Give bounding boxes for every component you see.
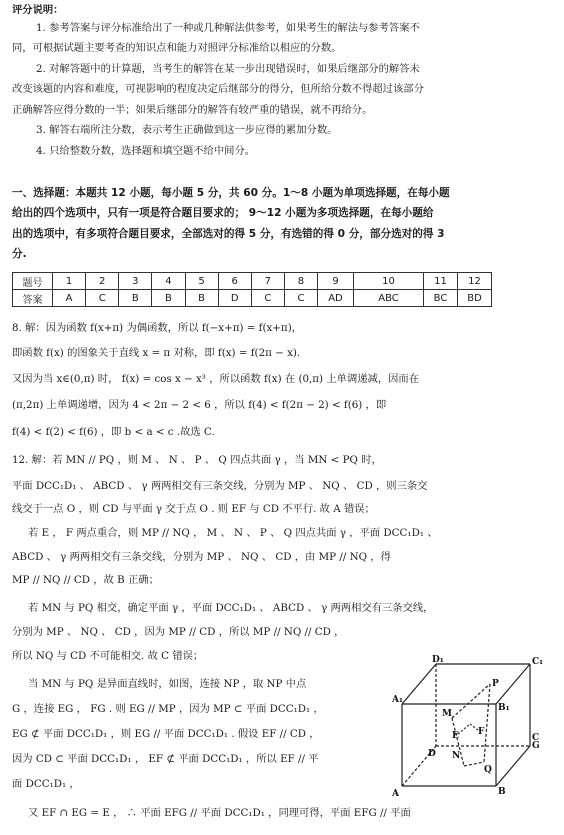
q12-line-10: 当 MN 与 PQ 是异面直线时，如图，连接 NP ，取 NP 中点: [28, 678, 307, 690]
note-line-6: 3. 解答右端所注分数，表示考生正确做到这一步应得的累加分数。: [36, 124, 338, 136]
note-line-2: 同，可根据试题主要考查的知识点和能力对照评分标准给以相应的分数。: [12, 42, 342, 54]
q12-line-12: EG ⊄ 平面 DCC₁D₁ ，则 EG // 平面 DCC₁D₁ . 假设 EF // CD ，: [12, 728, 320, 740]
q8-line-4: (π,2π) 上单调递增，因为 4 < 2π − 2 < 6 ，所以 f(4) < f(2π − 2) < f(6) ，即: [12, 399, 387, 411]
table-row: [13, 290, 492, 307]
label-M: M: [442, 709, 452, 719]
label-D: D: [428, 749, 436, 759]
label-D1: D₁: [432, 655, 444, 665]
q12-line-1: 12. 解：若 MN // PQ ，则 M 、 N 、 P 、 Q 四点共面 γ ，当 MN < PQ 时，: [12, 454, 382, 466]
scoring-notes-title: 评分说明：: [12, 4, 64, 16]
label-N: N: [452, 751, 461, 761]
question-number-cell: 11: [424, 273, 458, 290]
q12-line-8: 分别为 MP 、 NQ 、 CD ，因为 MP // CD ，所以 MP // NQ // CD ，: [12, 626, 345, 638]
answer-cell: A: [53, 290, 86, 307]
table-header-cell: 题号: [13, 273, 53, 290]
note-line-1: 1. 参考答案与评分标准给出了一种或几种解法供参考，如果考生的解法与参考答案不: [36, 22, 420, 34]
label-B1: B₁: [498, 703, 510, 713]
answer-cell: C: [251, 290, 284, 307]
label-Q: Q: [484, 765, 492, 775]
question-number-cell: 3: [119, 273, 152, 290]
q12-line-6: MP // NQ // CD ，故 B 正确；: [12, 574, 159, 586]
answer-cell: B: [152, 290, 185, 307]
q12-line-14: 面 DCC₁D₁ ，: [12, 778, 80, 790]
question-number-cell: 9: [318, 273, 354, 290]
label-A1: A₁: [392, 695, 403, 705]
question-number-cell: 7: [251, 273, 284, 290]
label-A: A: [392, 789, 399, 799]
question-number-cell: 10: [354, 273, 424, 290]
q8-line-1: 8. 解：因为函数 f(x+π) 为偶函数，所以 f(−x+π) = f(x+π)，: [12, 322, 303, 334]
q12-line-15: 又 EF ∩ EG = E ， ∴ 平面 EFG // 平面 DCC₁D₁ ，同理可得，平面 EFG // 平面: [28, 807, 411, 819]
q8-line-3: 又因为当 x∈(0,π) 时， f(x) = cos x − x³ ，所以函数 f(x) 在 (0,π) 上单调递减，因而在: [12, 373, 420, 385]
section1-line-4: 分.: [12, 248, 27, 260]
table-row: [13, 273, 492, 290]
section1-line-1: 一、选择题：本题共 12 小题，每小题 5 分，共 60 分。1～8 小题为单项选择题，在每小题: [12, 187, 450, 199]
question-number-cell: 12: [458, 273, 492, 290]
answer-cell: BD: [458, 290, 492, 307]
question-number-cell: 5: [185, 273, 218, 290]
answer-cell: D: [218, 290, 251, 307]
q12-line-3: 线交于一点 O ，则 CD 与平面 γ 交于点 O . 则 EF 与 CD 不平行. 故 A 错误；: [12, 503, 375, 515]
answer-cell: C: [86, 290, 119, 307]
note-line-5: 正确解答应得分数的一半；如果后继部分的解答有较严重的错误，就不再给分。: [12, 104, 373, 116]
answer-cell: B: [185, 290, 218, 307]
label-P: P: [492, 679, 499, 689]
section1-line-2: 给出的四个选项中，只有一项是符合题目要求的； 9～12 小题为多项选择题，在每小题给: [12, 207, 434, 219]
q8-line-2: 即函数 f(x) 的图象关于直线 x = π 对称，即 f(x) = f(2π − x).: [12, 347, 301, 359]
table-header-cell: 答案: [13, 290, 53, 307]
q12-line-11: G ，连接 EG ， FG . 则 EG // MP ，因为 MP ⊂ 平面 DCC₁D₁ ，: [12, 703, 324, 715]
note-line-7: 4. 只给整数分数，选择题和填空题不给中间分。: [36, 145, 256, 157]
answer-cell: ABC: [354, 290, 424, 307]
question-number-cell: 6: [218, 273, 251, 290]
q8-line-5: f(4) < f(2) < f(6) ，即 b < a < c .故选 C.: [12, 426, 215, 438]
label-E: E: [452, 731, 459, 741]
label-C: C: [532, 733, 540, 743]
label-G: G: [532, 741, 540, 751]
q12-line-2: 平面 DCC₁D₁ 、 ABCD 、 γ 两两相交有三条交线，分别为 MP 、 NQ 、 CD ，则三条交: [12, 480, 428, 492]
question-number-cell: 8: [284, 273, 317, 290]
label-F: F: [478, 727, 485, 737]
answer-cell: AD: [318, 290, 354, 307]
note-line-3: 2. 对解答题中的计算题，当考生的解答在某一步出现错误时，如果后继部分的解答未: [36, 63, 420, 75]
q12-line-9: 所以 NQ 与 CD 不可能相交. 故 C 错误；: [12, 650, 204, 662]
answer-cell: BC: [424, 290, 458, 307]
question-number-cell: 1: [53, 273, 86, 290]
question-number-cell: 2: [86, 273, 119, 290]
answer-cell: C: [284, 290, 317, 307]
answer-table: [12, 272, 492, 307]
q12-line-5: ABCD 、 γ 两两相交有三条交线，分别为 MP 、 NQ 、 CD ，由 MP // NQ ，得: [12, 551, 391, 563]
answer-cell: B: [119, 290, 152, 307]
note-line-4: 改变该题的内容和难度，可视影响的程度决定后继部分的得分，但所给分数不得超过该部分: [12, 83, 424, 95]
cube-edges: [402, 664, 530, 786]
section1-line-3: 出的选项中，有多项符合题目要求，全部选对的得 5 分，有选错的得 0 分，部分选对的得 3: [12, 228, 445, 240]
label-C1: C₁: [532, 657, 544, 667]
question-number-cell: 4: [152, 273, 185, 290]
cube-figure: [392, 654, 552, 804]
q12-line-4: 若 E ， F 两点重合，则 MP // NQ ， M 、 N 、 P 、 Q 四点共面 γ ，平面 DCC₁D₁ 、: [28, 527, 438, 539]
q12-line-13: 因为 CD ⊂ 平面 DCC₁D₁ ， EF ⊄ 平面 DCC₁D₁ ，所以 EF // 平: [12, 753, 319, 765]
label-B: B: [498, 787, 506, 797]
q12-line-7: 若 MN 与 PQ 相交，确定平面 γ ，平面 DCC₁D₁ 、 ABCD 、 γ 两两相交有三条交线，: [28, 602, 434, 614]
